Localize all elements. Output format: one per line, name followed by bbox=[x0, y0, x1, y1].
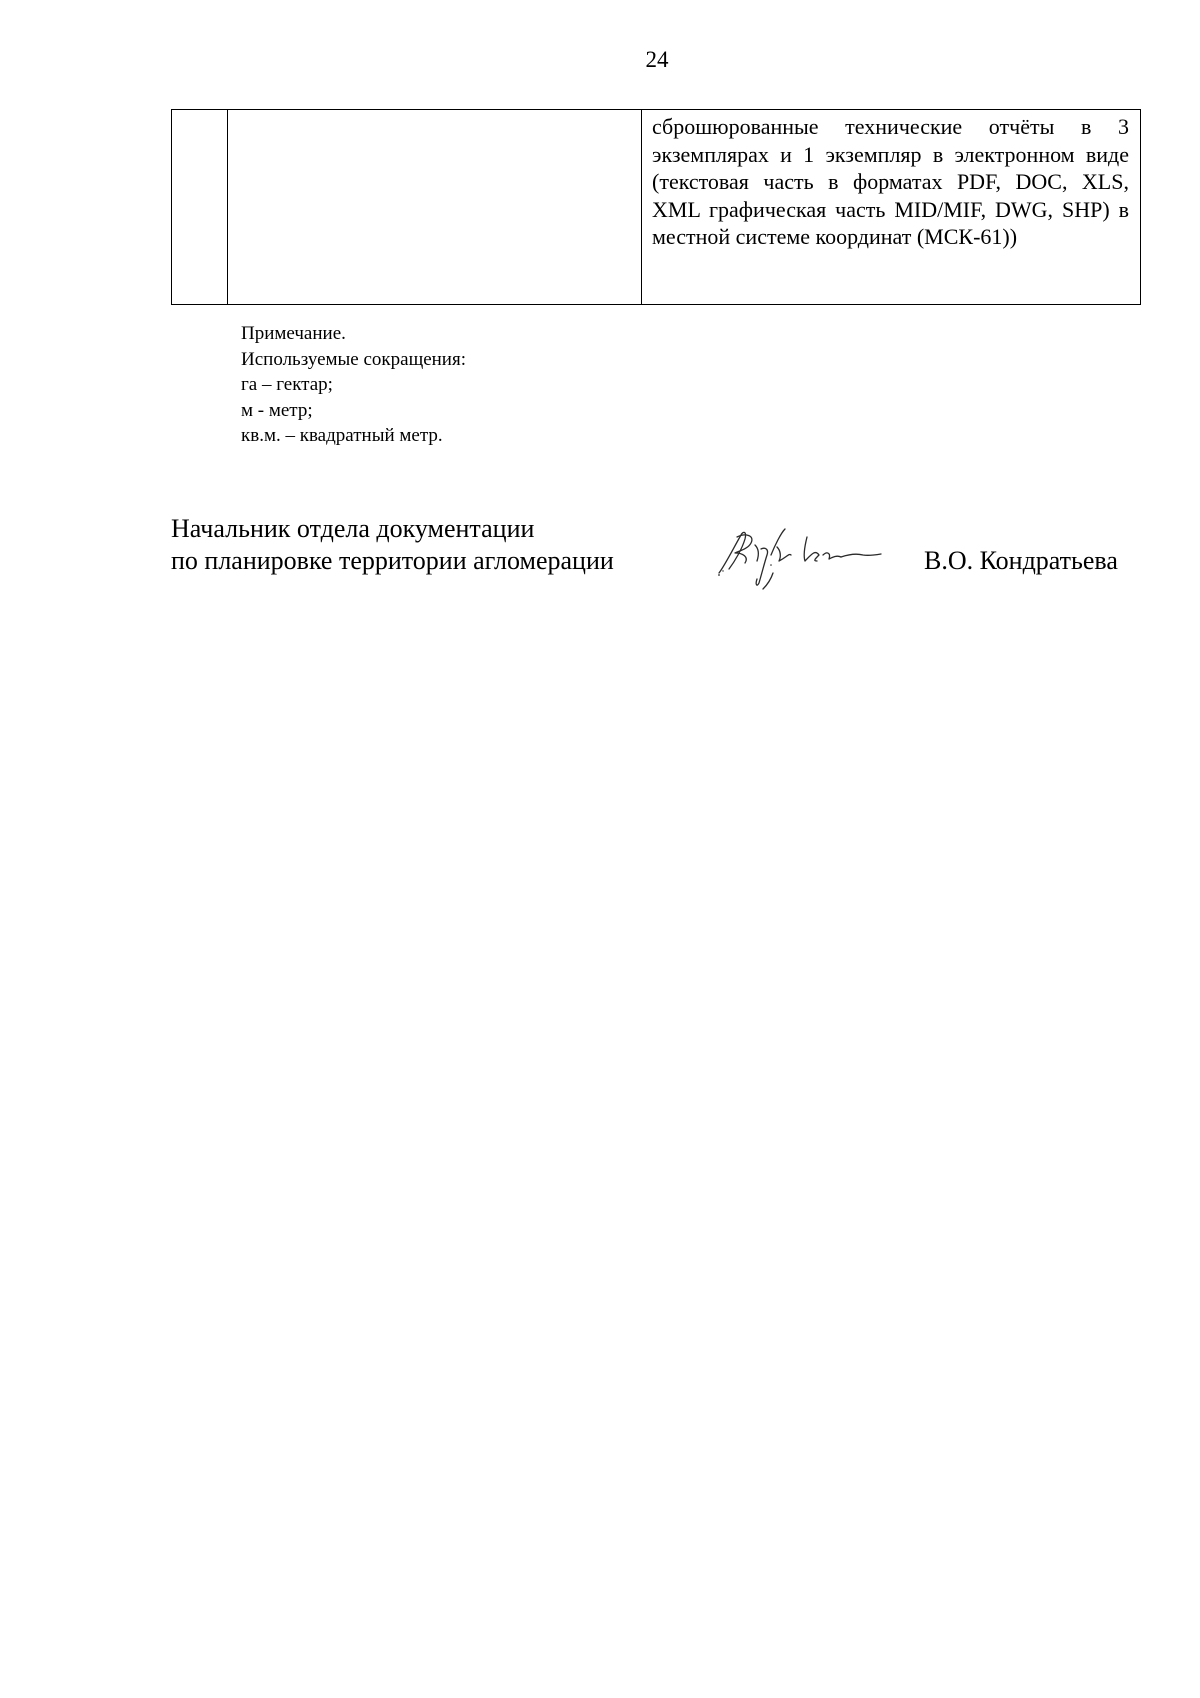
table-row bbox=[172, 110, 1141, 305]
notes-subtitle: Используемые сокращения: bbox=[241, 348, 466, 370]
table-cell-number bbox=[172, 110, 228, 305]
abbreviation-item: кв.м. – квадратный метр. bbox=[241, 425, 443, 446]
signer-name: В.О. Кондратьева bbox=[924, 546, 1118, 575]
notes-section bbox=[241, 321, 466, 449]
description-text: сброшюрованные технические отчёты в 3 экземплярах и 1 экземпляр в электронном виде (текстовая часть в форматах PDF, DOC, XLS, XML графическая часть MID/MIF, DWG, SHP) в местной системе координат (МСК-61)) bbox=[652, 114, 1129, 249]
position-line-2: по планировке территории агломерации bbox=[171, 546, 614, 575]
table-cell-description bbox=[642, 110, 1141, 305]
abbreviation-item: м - метр; bbox=[241, 399, 313, 421]
signatory-position bbox=[171, 513, 614, 577]
page-number: 24 bbox=[645, 47, 669, 72]
handwritten-signature bbox=[715, 525, 885, 590]
notes-title: Примечание. bbox=[241, 323, 346, 344]
table-cell-name bbox=[228, 110, 642, 305]
requirements-table bbox=[171, 109, 1141, 305]
abbreviation-item: га – гектар; bbox=[241, 374, 333, 395]
position-line-1: Начальник отдела документации bbox=[171, 514, 535, 543]
